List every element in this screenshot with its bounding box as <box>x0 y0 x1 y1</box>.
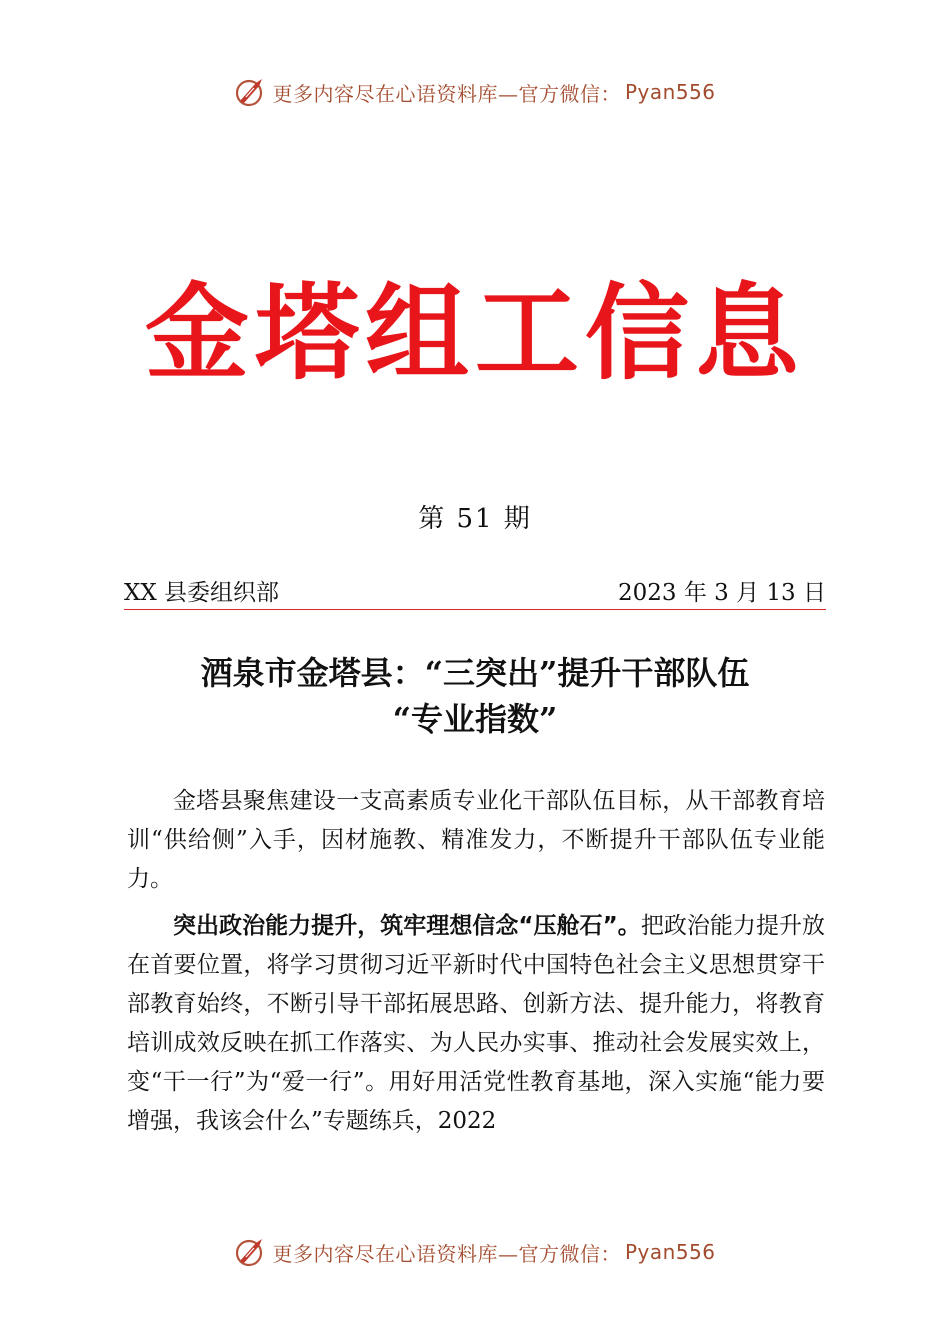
watermark-text: 更多内容尽在心语资料库—官方微信： <box>272 1241 621 1266</box>
pen-nib-circle-icon <box>234 75 268 109</box>
top-watermark <box>0 72 950 112</box>
article-body <box>127 782 825 1149</box>
publisher-row <box>124 572 826 608</box>
bottom-watermark <box>0 1232 950 1272</box>
red-divider <box>124 609 826 610</box>
article-headline <box>124 650 826 742</box>
issue-number: 第 51 期 <box>418 504 532 534</box>
paragraph-2-text: 把政治能力提升放在首要位置，将学习贯彻习近平新时代中国特色社会主义思想贯穿干部教育始终，不断引导干部拓展思路、创新方法、提升能力，将教育培训成效反映在抓工作落实、为人民办实事、推动社会发展实效上，变“干一行”为“爱一行”。用好用活党性教育基地，深入实施“能力要增强，我该会什么”专题练兵，2022 <box>127 913 826 1134</box>
masthead-title: 金塔组工信息 <box>144 271 805 394</box>
paragraph-1 <box>127 782 825 899</box>
paragraph-2-lead: 突出政治能力提升，筑牢理想信念“压舱石”。 <box>173 913 641 939</box>
department: XX 县委组织部 <box>124 579 280 606</box>
watermark-wechat-id: Pyan556 <box>624 80 716 104</box>
paragraph-2 <box>127 907 825 1141</box>
headline-line-1: 酒泉市金塔县：“三突出”提升干部队伍 <box>200 654 750 692</box>
paragraph-1-text: 金塔县聚焦建设一支高素质专业化干部队伍目标，从干部教育培训“供给侧”入手，因材施教、精准发力，不断提升干部队伍专业能力。 <box>127 788 825 892</box>
publish-date: 2023 年 3 月 13 日 <box>618 579 826 606</box>
watermark-text: 更多内容尽在心语资料库—官方微信： <box>272 81 621 106</box>
pen-nib-circle-icon <box>234 1235 268 1269</box>
headline-line-2: “专业指数” <box>392 700 558 738</box>
watermark-wechat-id: Pyan556 <box>624 1240 716 1264</box>
